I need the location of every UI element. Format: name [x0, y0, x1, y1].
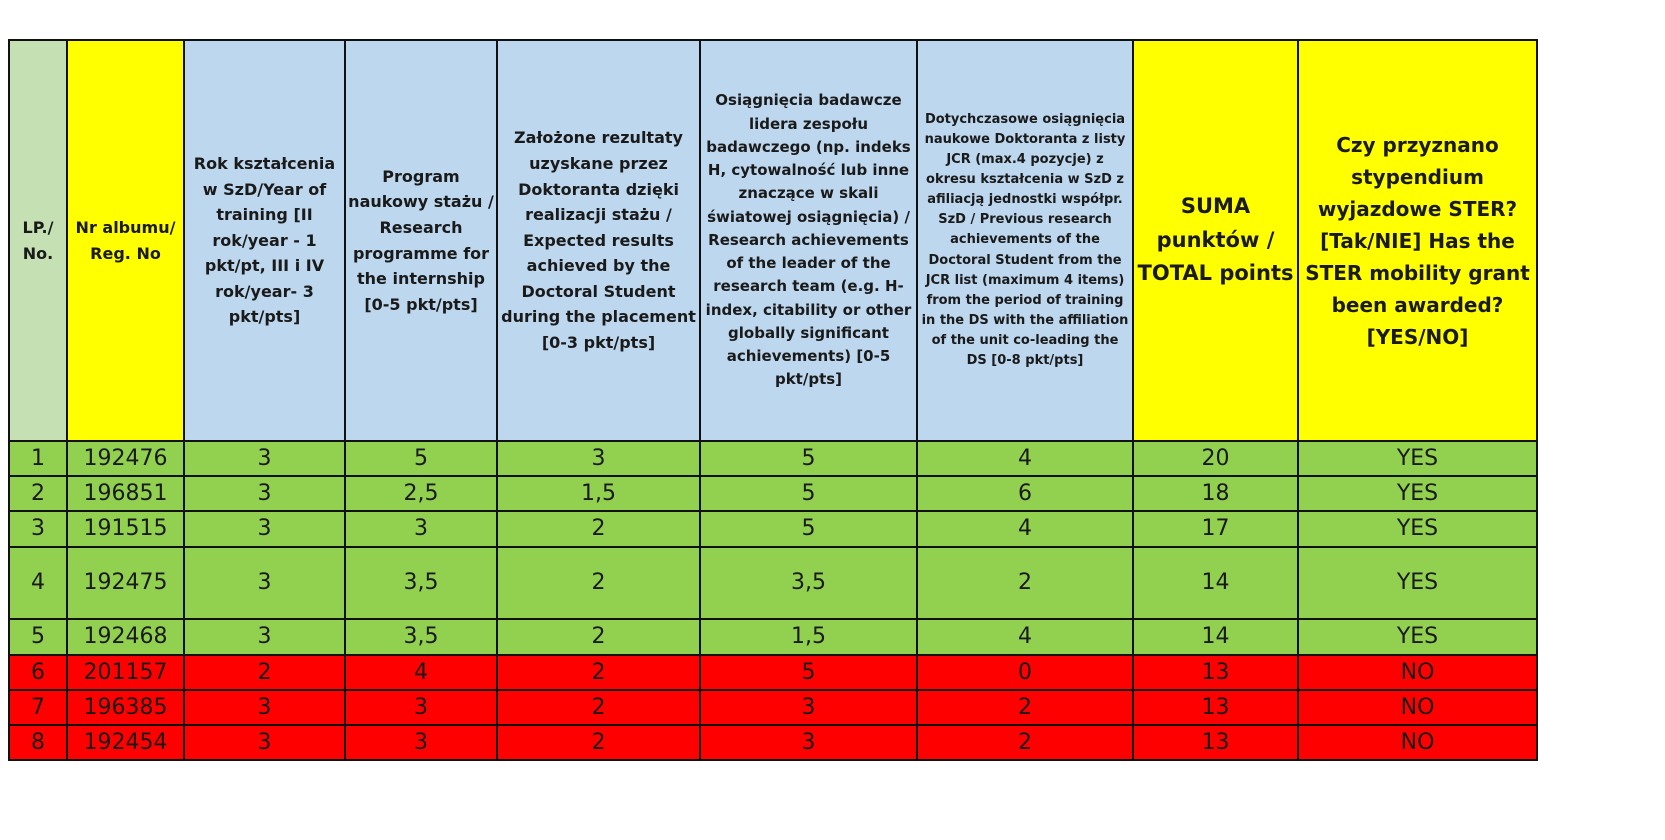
cell-leader: 5	[700, 511, 917, 547]
cell-lp: 1	[9, 441, 67, 476]
cell-reg-no: 192476	[67, 441, 184, 476]
cell-awarded: YES	[1298, 441, 1537, 476]
cell-total: 14	[1133, 547, 1298, 619]
cell-previous: 2	[917, 725, 1133, 760]
header-year-of-training: Rok kształcenia w SzD/Year of training [II rok/year - 1 pkt/pt, III i IV rok/year- 3 pkt/pts]	[184, 40, 345, 441]
cell-awarded: NO	[1298, 690, 1537, 725]
cell-total: 13	[1133, 690, 1298, 725]
cell-results: 2	[497, 547, 700, 619]
results-table	[8, 39, 1538, 761]
cell-total: 18	[1133, 476, 1298, 511]
cell-programme: 4	[345, 655, 497, 690]
cell-lp: 5	[9, 619, 67, 655]
table-row	[9, 655, 1537, 690]
header-leader-achievements: Osiągnięcia badawcze lidera zespołu badawczego (np. indeks H, cytowalność lub inne znaczące w skali światowej osiągnięcia) / Research achievements of the leader of the research team (e.g. H-index, citability or other globally significant achievements) [0-5 pkt/pts]	[700, 40, 917, 441]
cell-year: 3	[184, 547, 345, 619]
cell-leader: 5	[700, 441, 917, 476]
header-previous-achievements: Dotychczasowe osiągnięcia naukowe Doktoranta z listy JCR (max.4 pozycje) z okresu kształcenia w SzD z afiliacją jednostki współpr. SzD / Previous research achievements of the Doctoral Student from the JCR list (maximum 4 items) from the period of training in the DS with the affiliation of the unit co-leading the DS [0-8 pkt/pts]	[917, 40, 1133, 441]
cell-awarded: YES	[1298, 547, 1537, 619]
cell-results: 2	[497, 655, 700, 690]
cell-awarded: NO	[1298, 725, 1537, 760]
table-row	[9, 547, 1537, 619]
cell-programme: 3	[345, 690, 497, 725]
cell-previous: 4	[917, 619, 1133, 655]
cell-programme: 3	[345, 725, 497, 760]
cell-awarded: YES	[1298, 511, 1537, 547]
cell-year: 3	[184, 476, 345, 511]
table-row	[9, 690, 1537, 725]
cell-lp: 3	[9, 511, 67, 547]
cell-reg-no: 196851	[67, 476, 184, 511]
cell-results: 2	[497, 511, 700, 547]
cell-reg-no: 192468	[67, 619, 184, 655]
cell-leader: 1,5	[700, 619, 917, 655]
header-research-programme: Program naukowy stażu / Research programme for the internship [0-5 pkt/pts]	[345, 40, 497, 441]
cell-lp: 2	[9, 476, 67, 511]
cell-previous: 4	[917, 441, 1133, 476]
cell-awarded: NO	[1298, 655, 1537, 690]
cell-lp: 7	[9, 690, 67, 725]
cell-total: 13	[1133, 725, 1298, 760]
cell-previous: 2	[917, 547, 1133, 619]
cell-programme: 3	[345, 511, 497, 547]
table-row	[9, 725, 1537, 760]
cell-previous: 6	[917, 476, 1133, 511]
cell-year: 3	[184, 725, 345, 760]
cell-previous: 0	[917, 655, 1133, 690]
cell-reg-no: 196385	[67, 690, 184, 725]
cell-reg-no: 201157	[67, 655, 184, 690]
cell-results: 2	[497, 725, 700, 760]
header-lp: LP./ No.	[9, 40, 67, 441]
cell-lp: 6	[9, 655, 67, 690]
cell-previous: 2	[917, 690, 1133, 725]
cell-previous: 4	[917, 511, 1133, 547]
cell-programme: 2,5	[345, 476, 497, 511]
cell-awarded: YES	[1298, 476, 1537, 511]
cell-results: 2	[497, 619, 700, 655]
table-row	[9, 476, 1537, 511]
cell-leader: 3	[700, 690, 917, 725]
cell-total: 17	[1133, 511, 1298, 547]
table-row	[9, 619, 1537, 655]
cell-programme: 5	[345, 441, 497, 476]
cell-year: 3	[184, 619, 345, 655]
header-row	[9, 40, 1537, 441]
cell-lp: 4	[9, 547, 67, 619]
header-total-points: SUMA punktów / TOTAL points	[1133, 40, 1298, 441]
cell-results: 2	[497, 690, 700, 725]
cell-year: 2	[184, 655, 345, 690]
cell-leader: 5	[700, 476, 917, 511]
cell-leader: 3	[700, 725, 917, 760]
cell-leader: 3,5	[700, 547, 917, 619]
cell-results: 3	[497, 441, 700, 476]
table-row	[9, 511, 1537, 547]
cell-total: 14	[1133, 619, 1298, 655]
cell-reg-no: 191515	[67, 511, 184, 547]
cell-reg-no: 192454	[67, 725, 184, 760]
cell-year: 3	[184, 441, 345, 476]
cell-leader: 5	[700, 655, 917, 690]
cell-awarded: YES	[1298, 619, 1537, 655]
cell-programme: 3,5	[345, 619, 497, 655]
cell-year: 3	[184, 511, 345, 547]
cell-results: 1,5	[497, 476, 700, 511]
cell-total: 20	[1133, 441, 1298, 476]
header-expected-results: Założone rezultaty uzyskane przez Doktoranta dzięki realizacji stażu / Expected results achieved by the Doctoral Student during the placement [0-3 pkt/pts]	[497, 40, 700, 441]
cell-reg-no: 192475	[67, 547, 184, 619]
cell-year: 3	[184, 690, 345, 725]
header-grant-awarded: Czy przyznano stypendium wyjazdowe STER?[Tak/NIE] Has the STER mobility grant been awarded? [YES/NO]	[1298, 40, 1537, 441]
cell-total: 13	[1133, 655, 1298, 690]
table-row	[9, 441, 1537, 476]
cell-programme: 3,5	[345, 547, 497, 619]
cell-lp: 8	[9, 725, 67, 760]
header-reg-no: Nr albumu/ Reg. No	[67, 40, 184, 441]
